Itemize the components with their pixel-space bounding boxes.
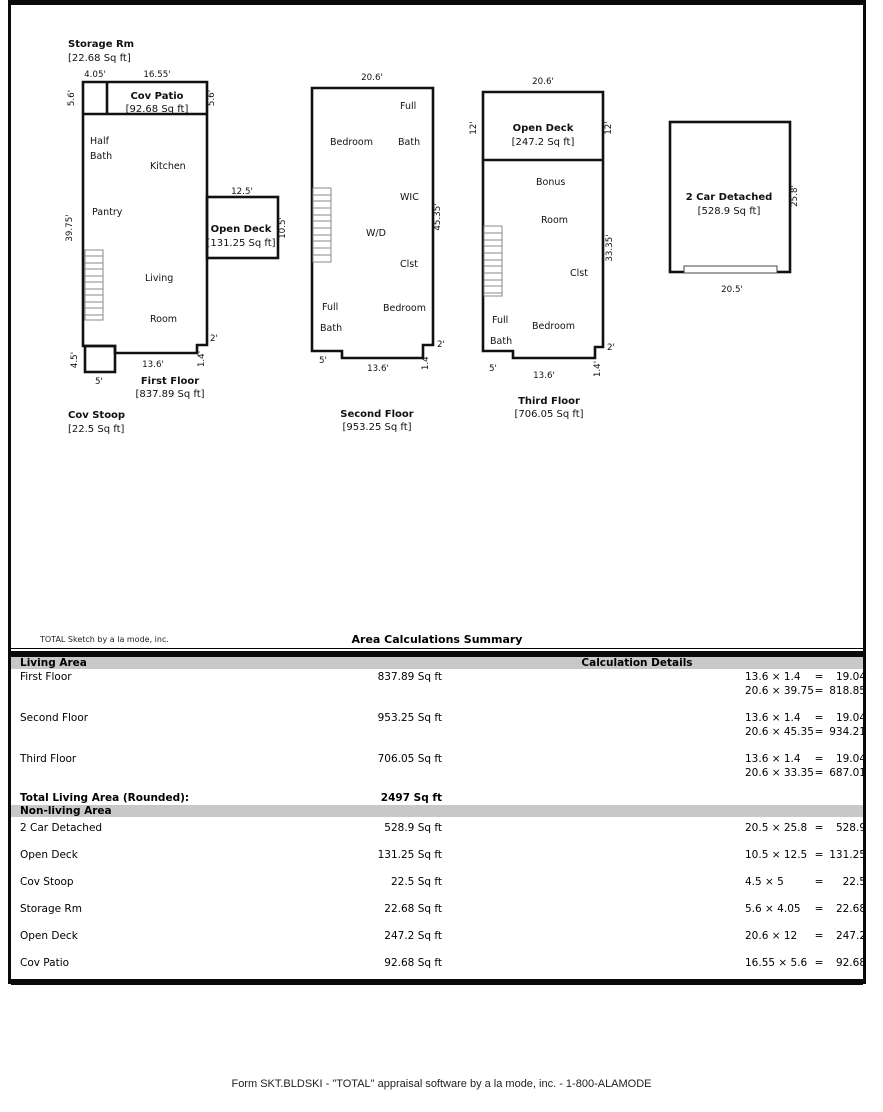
dim-2: 2' [210, 334, 218, 344]
room-bedroom-2: Bedroom [383, 303, 426, 314]
room-room: Room [541, 215, 569, 226]
second-floor-area: [953.25 Sq ft] [342, 422, 412, 433]
second-floor-stairs [313, 188, 331, 262]
calc-eq: = [814, 712, 824, 724]
dim-5: 5' [95, 377, 103, 387]
table-row [11, 751, 866, 792]
room-full-1: Full [400, 101, 417, 112]
row-calcs [745, 930, 866, 944]
dim-13-6: 13.6' [367, 364, 389, 374]
row-name: 2 Car Detached [20, 822, 103, 834]
row-calcs [745, 712, 866, 740]
table-row [11, 898, 866, 925]
calc-val: 92.68 [835, 957, 866, 969]
calc-expr: 20.6 × 39.75 [745, 685, 814, 697]
total-label: Total Living Area (Rounded): [20, 792, 190, 804]
row-area: 92.68 Sq ft [384, 957, 442, 969]
total-value: 2497 Sq ft [380, 792, 442, 804]
row-name: Cov Stoop [20, 876, 74, 888]
storage-room-area: [22.68 Sq ft] [68, 53, 131, 64]
calc-expr: 5.6 × 4.05 [745, 903, 801, 915]
area-calculations-summary [11, 632, 866, 985]
dim-20-6: 20.6' [361, 73, 383, 83]
third-floor-plan [469, 77, 615, 420]
living-area-header-label: Living Area [20, 657, 87, 669]
dim-45-35: 45.35' [433, 203, 443, 231]
first-floor-stairs [85, 250, 103, 320]
living-area-header [11, 657, 863, 669]
table-row [11, 669, 866, 710]
calc-eq: = [814, 822, 824, 834]
room-wd: W/D [366, 228, 386, 239]
garage-label: 2 Car Detached [685, 192, 773, 203]
room-bonus: Bonus [536, 177, 566, 188]
calc-val: 19.04 [835, 671, 866, 683]
calc-eq: = [814, 671, 824, 683]
calc-val: 247.2 [835, 930, 866, 942]
dim-39-75: 39.75' [65, 214, 75, 242]
room-full-2: Full [322, 302, 339, 313]
row-name: Open Deck [20, 930, 78, 942]
nonliving-area-header-label: Non-living Area [20, 805, 112, 817]
garage-door [684, 266, 777, 273]
row-calcs [745, 822, 866, 836]
calc-val: 687.01 [829, 767, 866, 779]
third-floor-area: [706.05 Sq ft] [514, 409, 584, 420]
row-name: Cov Patio [20, 957, 70, 969]
calc-val: 22.68 [835, 903, 866, 915]
calculation-details-header: Calculation Details [581, 657, 693, 669]
calc-expr: 20.5 × 25.8 [745, 822, 808, 834]
dim-2: 2' [607, 343, 615, 353]
dim-1-4: 1.4' [197, 350, 207, 368]
open-deck-label: Open Deck [210, 224, 272, 235]
row-calcs [745, 903, 866, 917]
table-row [11, 844, 866, 871]
row-name: First Floor [20, 671, 72, 683]
row-calcs [745, 671, 866, 699]
table-row [11, 710, 866, 751]
summary-title: Area Calculations Summary [351, 633, 523, 646]
room-clst: Clst [400, 259, 418, 270]
dim-5: 5' [489, 364, 497, 374]
dim-33-35: 33.35' [605, 234, 615, 262]
calc-expr: 13.6 × 1.4 [745, 753, 801, 765]
calc-eq: = [814, 685, 824, 697]
dim-13-6: 13.6' [533, 371, 555, 381]
row-name: Open Deck [20, 849, 78, 861]
calc-expr: 16.55 × 5.6 [745, 957, 808, 969]
dim-5: 5' [319, 356, 327, 366]
row-calcs [745, 876, 866, 890]
divider-bar-bottom [11, 979, 863, 985]
room-bath-1: Bath [398, 137, 421, 148]
row-name: Third Floor [20, 753, 77, 765]
room-half: Half [90, 136, 109, 147]
room-clst: Clst [570, 268, 588, 279]
dim-20-5: 20.5' [721, 285, 743, 295]
calc-eq: = [814, 930, 824, 942]
row-calcs [745, 957, 866, 971]
first-floor-area: [837.89 Sq ft] [135, 389, 205, 400]
nonliving-area-header [11, 805, 863, 817]
table-row [11, 952, 866, 979]
row-calcs [745, 849, 866, 863]
form-footer: Form SKT.BLDSKI - "TOTAL" appraisal software by a la mode, inc. - 1-800-ALAMODE [231, 1078, 652, 1090]
row-name: Storage Rm [20, 903, 82, 915]
calc-val: 22.5 [842, 876, 866, 888]
open-deck-area: [247.2 Sq ft] [511, 137, 575, 148]
calc-eq: = [814, 903, 824, 915]
dim-1-4: 1.4' [421, 353, 431, 371]
open-deck-area: [131.25 Sq ft] [206, 238, 276, 249]
room-bath-2: Bath [320, 323, 343, 334]
calc-eq: = [814, 849, 824, 861]
row-area: 837.89 Sq ft [377, 671, 442, 683]
cov-stoop-area: [22.5 Sq ft] [68, 424, 125, 435]
sketch-footer-row [11, 632, 863, 648]
open-deck-label: Open Deck [512, 123, 574, 134]
total-living-area-row [11, 792, 863, 805]
calc-val: 528.9 [835, 822, 866, 834]
cov-patio-area: [92.68 Sq ft] [125, 104, 189, 115]
dim-20-6: 20.6' [532, 77, 554, 87]
calc-expr: 13.6 × 1.4 [745, 671, 801, 683]
room-room: Room [150, 314, 178, 325]
row-area: 22.5 Sq ft [390, 876, 442, 888]
room-kitchen: Kitchen [150, 161, 186, 172]
cov-stoop-outline [85, 346, 115, 372]
room-living: Living [145, 273, 174, 284]
storage-room-label: Storage Rm [68, 39, 135, 50]
room-bedroom-1: Bedroom [330, 137, 373, 148]
table-row [11, 871, 866, 898]
row-area: 247.2 Sq ft [384, 930, 442, 942]
room-pantry: Pantry [92, 207, 123, 218]
dim-12-left: 12' [469, 121, 479, 135]
second-floor-plan [312, 73, 445, 433]
dim-25-8: 25.8' [790, 185, 800, 207]
calc-expr: 20.6 × 33.35 [745, 767, 814, 779]
dim-4-5: 4.5' [70, 351, 80, 369]
second-floor-label: Second Floor [340, 409, 414, 420]
sketch-credit: TOTAL Sketch by a la mode, inc. [40, 635, 169, 644]
calc-expr: 13.6 × 1.4 [745, 712, 801, 724]
row-name: Second Floor [20, 712, 89, 724]
dim-5-6-left: 5.6' [67, 89, 77, 107]
room-wic: WIC [400, 192, 419, 203]
calc-val: 818.85 [829, 685, 866, 697]
dim-5-6-right: 5.6' [207, 89, 217, 107]
dim-10-5: 10.5' [278, 217, 288, 239]
garage-plan [670, 122, 800, 295]
dim-1-4: 1.4' [593, 360, 603, 378]
calc-val: 19.04 [835, 712, 866, 724]
second-floor-outline [312, 88, 433, 358]
dim-12-right: 12' [604, 121, 614, 135]
calc-expr: 20.6 × 45.35 [745, 726, 814, 738]
calc-expr: 20.6 × 12 [745, 930, 798, 942]
table-row [11, 817, 866, 844]
dim-4-05: 4.05' [84, 70, 106, 80]
row-area: 528.9 Sq ft [384, 822, 442, 834]
divider-line [11, 648, 863, 649]
dim-16-55: 16.55' [143, 70, 171, 80]
row-area: 131.25 Sq ft [377, 849, 442, 861]
row-area: 706.05 Sq ft [377, 753, 442, 765]
calc-val: 19.04 [835, 753, 866, 765]
first-floor-plan [65, 39, 288, 435]
garage-area: [528.9 Sq ft] [697, 206, 761, 217]
calc-expr: 4.5 × 5 [745, 876, 784, 888]
cov-patio-label: Cov Patio [130, 91, 184, 102]
dim-12-5: 12.5' [231, 187, 253, 197]
row-area: 953.25 Sq ft [377, 712, 442, 724]
room-bath: Bath [90, 151, 113, 162]
third-floor-stairs [484, 226, 502, 296]
row-calcs [745, 753, 866, 781]
calc-expr: 10.5 × 12.5 [745, 849, 808, 861]
first-floor-label: First Floor [140, 376, 200, 387]
calc-eq: = [814, 753, 824, 765]
calc-eq: = [814, 876, 824, 888]
calc-eq: = [814, 726, 824, 738]
row-area: 22.68 Sq ft [384, 903, 442, 915]
room-bath: Bath [490, 336, 513, 347]
cov-stoop-label: Cov Stoop [68, 410, 126, 421]
calc-eq: = [814, 767, 824, 779]
third-floor-label: Third Floor [518, 396, 580, 407]
dim-2: 2' [437, 340, 445, 350]
calc-val: 131.25 [829, 849, 866, 861]
table-row [11, 925, 866, 952]
dim-13-6: 13.6' [142, 360, 164, 370]
room-bedroom: Bedroom [532, 321, 575, 332]
calc-val: 934.21 [829, 726, 866, 738]
calc-eq: = [814, 957, 824, 969]
room-full: Full [492, 315, 509, 326]
